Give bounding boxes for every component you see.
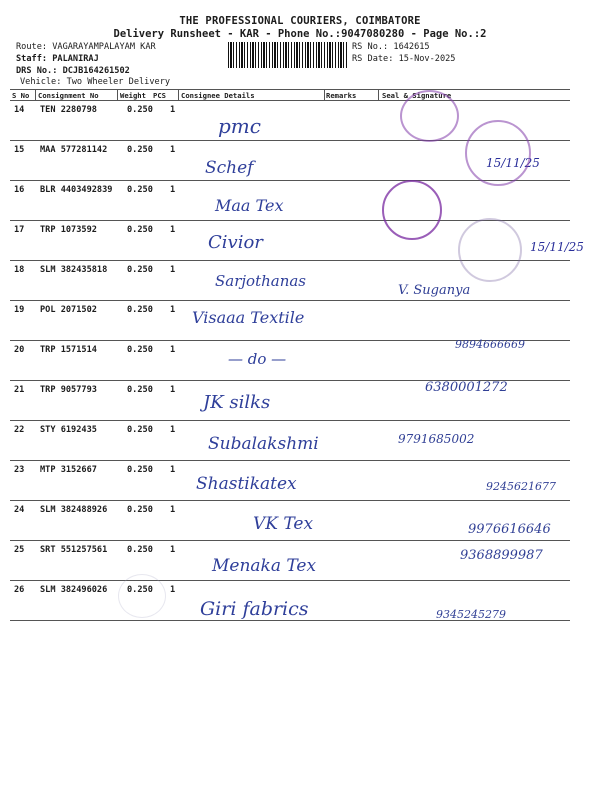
row-sno: 23	[14, 465, 25, 475]
row-pcs: 1	[170, 265, 176, 275]
col-divider	[324, 90, 325, 100]
row-sno: 18	[14, 265, 25, 275]
vehicle-label: Vehicle: Two Wheeler Delivery	[20, 77, 171, 87]
handwritten-consignee: Sarjothanas	[215, 272, 307, 290]
row-pcs: 1	[170, 225, 176, 235]
row-weight: 0.250	[127, 585, 153, 595]
rs-date: RS Date: 15-Nov-2025	[352, 54, 456, 64]
col-divider	[378, 90, 379, 100]
row-weight: 0.250	[127, 425, 153, 435]
row-consignment: SRT 551257561	[40, 545, 108, 555]
row-consignment: MAA 577281142	[40, 145, 108, 155]
row-weight: 0.250	[127, 505, 153, 515]
handwritten-consignee: VK Tex	[253, 514, 314, 534]
row-divider	[10, 580, 570, 581]
row-divider	[10, 460, 570, 461]
col-divider	[178, 90, 179, 100]
row-pcs: 1	[170, 585, 176, 595]
col-sno: S No	[12, 91, 30, 100]
row-consignment: TEN 2280798	[40, 105, 97, 115]
row-weight: 0.250	[127, 105, 153, 115]
seal-stamp-icon	[400, 90, 459, 142]
row-divider	[10, 540, 570, 541]
row-weight: 0.250	[127, 225, 153, 235]
faint-stamp-icon	[118, 574, 166, 618]
row-pcs: 1	[170, 105, 176, 115]
row-weight: 0.250	[127, 345, 153, 355]
signature: 9345245279	[436, 608, 506, 621]
row-pcs: 1	[170, 385, 176, 395]
row-consignment: STY 6192435	[40, 425, 97, 435]
row-sno: 16	[14, 185, 25, 195]
seal-stamp-icon	[458, 218, 522, 282]
row-weight: 0.250	[127, 305, 153, 315]
col-divider	[35, 90, 36, 100]
row-consignment: TRP 9057793	[40, 385, 97, 395]
header-top-rule	[10, 89, 570, 90]
handwritten-consignee: Subalakshmi	[208, 434, 319, 454]
row-sno: 21	[14, 385, 25, 395]
signature: 9368899987	[460, 548, 543, 563]
row-pcs: 1	[170, 425, 176, 435]
row-consignment: SLM 382496026	[40, 585, 108, 595]
drs-number: DRS No.: DCJB164261502	[16, 66, 130, 76]
row-consignment: TRP 1571514	[40, 345, 97, 355]
row-sno: 15	[14, 145, 25, 155]
row-sno: 24	[14, 505, 25, 515]
handwritten-consignee: Giri fabrics	[200, 598, 309, 620]
handwritten-consignee: Schef	[205, 158, 254, 178]
row-pcs: 1	[170, 545, 176, 555]
handwritten-consignee: Shastikatex	[196, 474, 297, 494]
row-sno: 26	[14, 585, 25, 595]
signature: 9976616646	[468, 522, 551, 537]
row-pcs: 1	[170, 505, 176, 515]
col-seal: Seal & Signature	[382, 91, 452, 100]
handwritten-consignee: — do —	[228, 350, 287, 368]
row-weight: 0.250	[127, 265, 153, 275]
row-divider	[10, 420, 570, 421]
company-title: THE PROFESSIONAL COURIERS, COIMBATORE	[179, 15, 421, 27]
handwritten-consignee: Visaaa Textile	[192, 308, 305, 327]
row-sno: 25	[14, 545, 25, 555]
row-sno: 14	[14, 105, 25, 115]
row-consignment: POL 2071502	[40, 305, 97, 315]
row-pcs: 1	[170, 345, 176, 355]
row-consignment: MTP 3152667	[40, 465, 97, 475]
row-pcs: 1	[170, 145, 176, 155]
signature: 6380001272	[425, 380, 508, 395]
row-weight: 0.250	[127, 145, 153, 155]
handwritten-consignee: Civior	[208, 232, 263, 253]
row-sno: 20	[14, 345, 25, 355]
signature: 9245621677	[486, 480, 556, 493]
table-row	[10, 181, 570, 221]
row-consignment: TRP 1073592	[40, 225, 97, 235]
barcode-icon	[228, 42, 348, 68]
handwritten-consignee: JK silks	[203, 392, 271, 413]
route-label: Route: VAGARAYAMPALAYAM KAR	[16, 42, 156, 52]
row-weight: 0.250	[127, 465, 153, 475]
row-weight: 0.250	[127, 385, 153, 395]
col-weight: Weight	[120, 91, 146, 100]
row-sno: 22	[14, 425, 25, 435]
row-consignment: BLR 4403492839	[40, 185, 113, 195]
col-remarks: Remarks	[326, 91, 357, 100]
runsheet-subtitle: Delivery Runsheet - KAR - Phone No.:9047080280 - Page No.:2	[113, 28, 487, 40]
col-consignment: Consignment No	[38, 91, 99, 100]
handwritten-date: 15/11/25	[486, 156, 540, 170]
signature: V. Suganya	[398, 283, 471, 298]
row-weight: 0.250	[127, 545, 153, 555]
handwritten-date: 15/11/25	[530, 240, 584, 254]
seal-stamp-icon	[465, 120, 531, 186]
row-weight: 0.250	[127, 185, 153, 195]
handwritten-consignee: pmc	[218, 114, 261, 138]
row-sno: 17	[14, 225, 25, 235]
col-pcs: PCS	[153, 91, 166, 100]
row-pcs: 1	[170, 305, 176, 315]
col-divider	[117, 90, 118, 100]
staff-label: Staff: PALANIRAJ	[16, 54, 99, 64]
seal-stamp-icon	[382, 180, 442, 240]
handwritten-consignee: Maa Tex	[215, 196, 284, 215]
row-consignment: SLM 382488926	[40, 505, 108, 515]
row-pcs: 1	[170, 465, 176, 475]
row-pcs: 1	[170, 185, 176, 195]
col-consignee: Consignee Details	[181, 91, 255, 100]
signature: 9791685002	[398, 432, 475, 446]
handwritten-consignee: Menaka Tex	[212, 556, 317, 576]
row-divider	[10, 300, 570, 301]
row-consignment: SLM 382435818	[40, 265, 108, 275]
row-sno: 19	[14, 305, 25, 315]
signature: 9894666669	[455, 338, 525, 351]
row-divider	[10, 500, 570, 501]
rs-number: RS No.: 1642615	[352, 42, 430, 52]
